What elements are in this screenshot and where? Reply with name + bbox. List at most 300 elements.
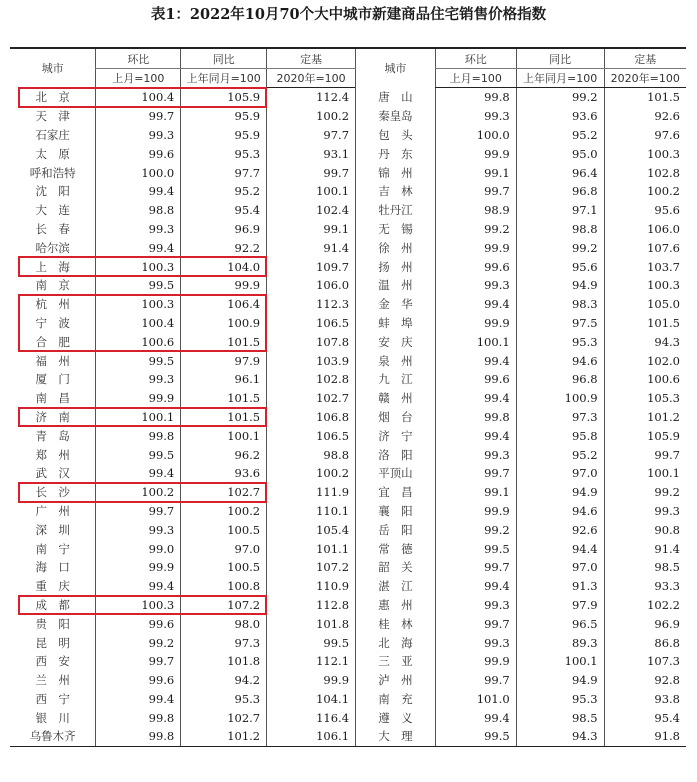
city-cell: 泸 州 <box>356 671 436 690</box>
mom-cell: 99.0 <box>96 539 181 558</box>
city-cell: 安 庆 <box>356 332 436 351</box>
city-cell: 蚌 埠 <box>356 314 436 333</box>
fixed-cell: 106.5 <box>267 314 356 333</box>
mom-cell: 99.8 <box>435 88 516 107</box>
fixed-cell: 104.1 <box>267 690 356 709</box>
mom-cell: 99.6 <box>96 614 181 633</box>
yoy-cell: 102.7 <box>181 708 267 727</box>
header-mom-base-right: 上月=100 <box>435 69 516 88</box>
table-row <box>10 182 686 201</box>
table-row <box>10 539 686 558</box>
mom-cell: 99.6 <box>435 257 516 276</box>
mom-cell: 99.9 <box>96 389 181 408</box>
table-row <box>10 520 686 539</box>
mom-cell: 99.1 <box>435 163 516 182</box>
yoy-cell: 95.3 <box>181 144 267 163</box>
yoy-cell: 101.2 <box>181 727 267 746</box>
mom-cell: 100.3 <box>96 295 181 314</box>
city-cell: 无 锡 <box>356 220 436 239</box>
city-cell: 金 华 <box>356 295 436 314</box>
yoy-cell: 100.9 <box>516 389 604 408</box>
fixed-cell: 106.0 <box>267 276 356 295</box>
fixed-cell: 100.3 <box>604 144 686 163</box>
mom-cell: 99.7 <box>435 558 516 577</box>
yoy-cell: 89.3 <box>516 633 604 652</box>
city-cell: 包 头 <box>356 126 436 145</box>
fixed-cell: 103.9 <box>267 351 356 370</box>
header-city-left: 城市 <box>10 48 96 88</box>
city-cell: 丹 东 <box>356 144 436 163</box>
yoy-cell: 96.4 <box>516 163 604 182</box>
city-cell: 扬 州 <box>356 257 436 276</box>
yoy-cell: 96.1 <box>181 370 267 389</box>
yoy-cell: 101.5 <box>181 389 267 408</box>
mom-cell: 99.3 <box>96 520 181 539</box>
city-cell: 南 京 <box>35 278 70 293</box>
city-cell: 大 理 <box>356 727 436 746</box>
fixed-cell: 112.1 <box>267 652 356 671</box>
city-cell: 长 春 <box>35 221 70 236</box>
mom-cell: 99.6 <box>96 144 181 163</box>
table-row <box>10 126 686 145</box>
table-row <box>10 238 686 257</box>
yoy-cell: 95.3 <box>516 332 604 351</box>
city-cell: 洛 阳 <box>356 445 436 464</box>
city-cell: 南 宁 <box>35 541 70 556</box>
city-cell: 北 京 <box>35 90 70 105</box>
yoy-cell: 95.6 <box>516 257 604 276</box>
fixed-cell: 102.0 <box>604 351 686 370</box>
city-cell: 郑 州 <box>35 447 70 462</box>
yoy-cell: 97.5 <box>516 314 604 333</box>
fixed-cell: 97.6 <box>604 126 686 145</box>
yoy-cell: 93.6 <box>516 107 604 126</box>
table-row <box>10 727 686 746</box>
fixed-cell: 101.8 <box>267 614 356 633</box>
yoy-cell: 95.3 <box>181 690 267 709</box>
yoy-cell: 101.5 <box>181 332 267 351</box>
fixed-cell: 102.8 <box>267 370 356 389</box>
mom-cell: 99.4 <box>96 690 181 709</box>
table-row <box>10 144 686 163</box>
city-cell: 惠 州 <box>356 596 436 615</box>
fixed-cell: 91.8 <box>604 727 686 746</box>
mom-cell: 99.8 <box>96 426 181 445</box>
fixed-cell: 105.3 <box>604 389 686 408</box>
mom-cell: 100.4 <box>96 88 181 107</box>
city-cell: 兰 州 <box>35 673 70 688</box>
table-row <box>10 690 686 709</box>
mom-cell: 100.0 <box>96 163 181 182</box>
yoy-cell: 100.1 <box>516 652 604 671</box>
city-cell: 牡丹江 <box>356 201 436 220</box>
mom-cell: 99.6 <box>96 671 181 690</box>
mom-cell: 99.5 <box>96 445 181 464</box>
header-mom-right: 环比 <box>435 48 516 69</box>
city-cell: 九 江 <box>356 370 436 389</box>
yoy-cell: 94.6 <box>516 351 604 370</box>
mom-cell: 99.7 <box>435 671 516 690</box>
city-cell: 常 德 <box>356 539 436 558</box>
mom-cell: 99.3 <box>435 107 516 126</box>
fixed-cell: 99.7 <box>267 163 356 182</box>
city-cell: 赣 州 <box>356 389 436 408</box>
table-row <box>10 389 686 408</box>
table-row <box>10 671 686 690</box>
yoy-cell: 97.7 <box>181 163 267 182</box>
table-row <box>10 163 686 182</box>
city-cell: 沈 阳 <box>35 184 70 199</box>
mom-cell: 99.6 <box>435 370 516 389</box>
yoy-cell: 100.9 <box>181 314 267 333</box>
table-row <box>10 464 686 483</box>
yoy-cell: 98.0 <box>181 614 267 633</box>
city-cell: 襄 阳 <box>356 502 436 521</box>
mom-cell: 100.6 <box>96 332 181 351</box>
city-cell: 烟 台 <box>356 408 436 427</box>
mom-cell: 98.8 <box>96 201 181 220</box>
table-row <box>10 614 686 633</box>
fixed-cell: 100.1 <box>604 464 686 483</box>
city-cell: 武 汉 <box>35 466 70 481</box>
table-row <box>10 351 686 370</box>
mom-cell: 100.3 <box>96 257 181 276</box>
city-cell: 上 海 <box>35 259 70 274</box>
table-row <box>10 708 686 727</box>
fixed-cell: 112.8 <box>267 596 356 615</box>
fixed-cell: 91.4 <box>267 238 356 257</box>
mom-cell: 99.7 <box>435 614 516 633</box>
fixed-cell: 98.8 <box>267 445 356 464</box>
mom-cell: 99.4 <box>96 577 181 596</box>
city-cell: 海 口 <box>35 560 70 575</box>
header-fixed-right: 定基 <box>604 48 686 69</box>
city-cell: 哈尔滨 <box>35 240 70 255</box>
city-cell: 石家庄 <box>35 127 70 142</box>
fixed-cell: 101.5 <box>604 314 686 333</box>
yoy-cell: 96.8 <box>516 370 604 389</box>
table-row <box>10 426 686 445</box>
yoy-cell: 94.4 <box>516 539 604 558</box>
table-row <box>10 201 686 220</box>
yoy-cell: 98.8 <box>516 220 604 239</box>
fixed-cell: 91.4 <box>604 539 686 558</box>
yoy-cell: 96.5 <box>516 614 604 633</box>
header-yoy-base-right: 上年同月=100 <box>516 69 604 88</box>
header-mom-left: 环比 <box>96 48 181 69</box>
yoy-cell: 92.2 <box>181 238 267 257</box>
table-row <box>10 577 686 596</box>
yoy-cell: 100.5 <box>181 558 267 577</box>
city-cell: 昆 明 <box>35 635 70 650</box>
fixed-cell: 100.2 <box>267 107 356 126</box>
fixed-cell: 93.8 <box>604 690 686 709</box>
fixed-cell: 106.5 <box>267 426 356 445</box>
fixed-cell: 99.5 <box>267 633 356 652</box>
yoy-cell: 95.8 <box>516 426 604 445</box>
fixed-cell: 99.3 <box>604 502 686 521</box>
mom-cell: 99.5 <box>435 539 516 558</box>
fixed-cell: 99.2 <box>604 483 686 502</box>
table-row <box>10 332 686 351</box>
table-body <box>10 88 686 747</box>
fixed-cell: 106.1 <box>267 727 356 746</box>
yoy-cell: 97.0 <box>516 464 604 483</box>
fixed-cell: 100.2 <box>604 182 686 201</box>
fixed-cell: 103.7 <box>604 257 686 276</box>
city-cell: 西 宁 <box>35 691 70 706</box>
mom-cell: 99.2 <box>96 633 181 652</box>
fixed-cell: 105.9 <box>604 426 686 445</box>
fixed-cell: 105.4 <box>267 520 356 539</box>
mom-cell: 99.3 <box>96 220 181 239</box>
yoy-cell: 95.4 <box>181 201 267 220</box>
yoy-cell: 96.9 <box>181 220 267 239</box>
city-cell: 银 川 <box>35 710 70 725</box>
mom-cell: 99.9 <box>96 558 181 577</box>
mom-cell: 99.2 <box>435 520 516 539</box>
yoy-cell: 95.0 <box>516 144 604 163</box>
fixed-cell: 99.9 <box>267 671 356 690</box>
yoy-cell: 94.9 <box>516 276 604 295</box>
fixed-cell: 100.1 <box>267 182 356 201</box>
mom-cell: 99.7 <box>96 652 181 671</box>
mom-cell: 99.7 <box>96 502 181 521</box>
mom-cell: 99.7 <box>435 464 516 483</box>
fixed-cell: 100.2 <box>267 464 356 483</box>
mom-cell: 99.9 <box>435 502 516 521</box>
yoy-cell: 94.9 <box>516 671 604 690</box>
fixed-cell: 99.7 <box>604 445 686 464</box>
city-cell: 成 都 <box>35 597 70 612</box>
mom-cell: 99.8 <box>96 727 181 746</box>
yoy-cell: 93.6 <box>181 464 267 483</box>
mom-cell: 99.5 <box>435 727 516 746</box>
city-cell: 济 宁 <box>356 426 436 445</box>
header-yoy-right: 同比 <box>516 48 604 69</box>
mom-cell: 99.3 <box>96 370 181 389</box>
city-cell: 锦 州 <box>356 163 436 182</box>
city-cell: 桂 林 <box>356 614 436 633</box>
city-cell: 湛 江 <box>356 577 436 596</box>
fixed-cell: 107.2 <box>267 558 356 577</box>
mom-cell: 99.9 <box>435 144 516 163</box>
fixed-cell: 109.7 <box>267 257 356 276</box>
city-cell: 西 安 <box>35 654 70 669</box>
yoy-cell: 100.5 <box>181 520 267 539</box>
city-cell: 广 州 <box>35 503 70 518</box>
mom-cell: 100.1 <box>435 332 516 351</box>
mom-cell: 100.0 <box>435 126 516 145</box>
mom-cell: 99.3 <box>435 633 516 652</box>
mom-cell: 100.3 <box>96 596 181 615</box>
fixed-cell: 99.1 <box>267 220 356 239</box>
city-cell: 深 圳 <box>35 522 70 537</box>
city-cell: 大 连 <box>35 203 70 218</box>
yoy-cell: 94.6 <box>516 502 604 521</box>
table-row <box>10 483 686 502</box>
table-row <box>10 596 686 615</box>
yoy-cell: 104.0 <box>181 257 267 276</box>
table-row <box>10 370 686 389</box>
yoy-cell: 105.9 <box>181 88 267 107</box>
fixed-cell: 110.9 <box>267 577 356 596</box>
fixed-cell: 102.2 <box>604 596 686 615</box>
yoy-cell: 98.3 <box>516 295 604 314</box>
city-cell: 岳 阳 <box>356 520 436 539</box>
fixed-cell: 90.8 <box>604 520 686 539</box>
fixed-cell: 93.1 <box>267 144 356 163</box>
mom-cell: 99.2 <box>435 220 516 239</box>
yoy-cell: 94.9 <box>516 483 604 502</box>
mom-cell: 99.8 <box>435 408 516 427</box>
mom-cell: 99.4 <box>435 389 516 408</box>
yoy-cell: 96.2 <box>181 445 267 464</box>
mom-cell: 99.8 <box>96 708 181 727</box>
table-row <box>10 276 686 295</box>
yoy-cell: 94.2 <box>181 671 267 690</box>
city-cell: 南 昌 <box>35 391 70 406</box>
yoy-cell: 101.8 <box>181 652 267 671</box>
mom-cell: 99.5 <box>96 276 181 295</box>
city-cell: 平顶山 <box>356 464 436 483</box>
city-cell: 韶 关 <box>356 558 436 577</box>
table-row <box>10 107 686 126</box>
header-yoy-left: 同比 <box>181 48 267 69</box>
mom-cell: 99.4 <box>96 238 181 257</box>
fixed-cell: 100.3 <box>604 276 686 295</box>
mom-cell: 99.4 <box>435 295 516 314</box>
city-cell: 宁 波 <box>35 315 70 330</box>
city-cell: 青 岛 <box>35 428 70 443</box>
city-cell: 呼和浩特 <box>29 165 76 180</box>
table-row <box>10 314 686 333</box>
city-cell: 温 州 <box>356 276 436 295</box>
mom-cell: 99.4 <box>435 708 516 727</box>
fixed-cell: 95.6 <box>604 201 686 220</box>
yoy-cell: 107.2 <box>181 596 267 615</box>
mom-cell: 99.1 <box>435 483 516 502</box>
city-cell: 南 充 <box>356 690 436 709</box>
mom-cell: 100.4 <box>96 314 181 333</box>
mom-cell: 99.9 <box>435 314 516 333</box>
city-cell: 济 南 <box>35 409 70 424</box>
fixed-cell: 107.3 <box>604 652 686 671</box>
mom-cell: 99.7 <box>96 107 181 126</box>
yoy-cell: 97.3 <box>181 633 267 652</box>
table-row <box>10 558 686 577</box>
fixed-cell: 93.3 <box>604 577 686 596</box>
mom-cell: 99.9 <box>435 652 516 671</box>
yoy-cell: 100.1 <box>181 426 267 445</box>
yoy-cell: 95.2 <box>181 182 267 201</box>
city-cell: 长 沙 <box>35 485 70 500</box>
yoy-cell: 97.9 <box>516 596 604 615</box>
fixed-cell: 106.8 <box>267 408 356 427</box>
yoy-cell: 92.6 <box>516 520 604 539</box>
fixed-cell: 105.0 <box>604 295 686 314</box>
yoy-cell: 106.4 <box>181 295 267 314</box>
mom-cell: 100.1 <box>96 408 181 427</box>
city-cell: 乌鲁木齐 <box>10 727 96 746</box>
city-cell: 徐 州 <box>356 238 436 257</box>
fixed-cell: 102.4 <box>267 201 356 220</box>
city-cell: 唐 山 <box>356 88 436 107</box>
fixed-cell: 97.7 <box>267 126 356 145</box>
header-mom-base-left: 上月=100 <box>96 69 181 88</box>
table-title: 表1：2022年10月70个大中城市新建商品住宅销售价格指数 <box>150 6 547 23</box>
yoy-cell: 97.0 <box>516 558 604 577</box>
header-fixed-base-left: 2020年=100 <box>267 69 356 88</box>
fixed-cell: 94.3 <box>604 332 686 351</box>
city-cell: 重 庆 <box>35 579 70 594</box>
mom-cell: 99.4 <box>96 464 181 483</box>
mom-cell: 99.4 <box>435 426 516 445</box>
yoy-cell: 102.7 <box>181 483 267 502</box>
mom-cell: 98.9 <box>435 201 516 220</box>
city-cell: 吉 林 <box>356 182 436 201</box>
yoy-cell: 101.5 <box>181 408 267 427</box>
city-cell: 秦皇岛 <box>356 107 436 126</box>
table-row <box>10 652 686 671</box>
yoy-cell: 91.3 <box>516 577 604 596</box>
yoy-cell: 97.3 <box>516 408 604 427</box>
table-row <box>10 633 686 652</box>
yoy-cell: 98.5 <box>516 708 604 727</box>
table-row <box>10 502 686 521</box>
city-cell: 杭 州 <box>35 297 70 312</box>
yoy-cell: 96.8 <box>516 182 604 201</box>
mom-cell: 99.3 <box>435 445 516 464</box>
mom-cell: 99.5 <box>96 351 181 370</box>
yoy-cell: 100.8 <box>181 577 267 596</box>
price-index-table <box>10 47 686 747</box>
fixed-cell: 116.4 <box>267 708 356 727</box>
table-row <box>10 295 686 314</box>
fixed-cell: 86.8 <box>604 633 686 652</box>
fixed-cell: 102.8 <box>604 163 686 182</box>
fixed-cell: 98.5 <box>604 558 686 577</box>
fixed-cell: 100.6 <box>604 370 686 389</box>
city-cell: 天 津 <box>35 109 70 124</box>
fixed-cell: 112.3 <box>267 295 356 314</box>
city-cell: 贵 阳 <box>35 616 70 631</box>
mom-cell: 99.4 <box>435 577 516 596</box>
fixed-cell: 111.9 <box>267 483 356 502</box>
fixed-cell: 107.8 <box>267 332 356 351</box>
city-cell: 福 州 <box>35 353 70 368</box>
fixed-cell: 101.5 <box>604 88 686 107</box>
city-cell: 三 亚 <box>356 652 436 671</box>
table-row <box>10 257 686 276</box>
header-fixed-left: 定基 <box>267 48 356 69</box>
fixed-cell: 95.4 <box>604 708 686 727</box>
mom-cell: 101.0 <box>435 690 516 709</box>
fixed-cell: 101.2 <box>604 408 686 427</box>
yoy-cell: 95.2 <box>516 445 604 464</box>
yoy-cell: 97.1 <box>516 201 604 220</box>
city-cell: 遵 义 <box>356 708 436 727</box>
mom-cell: 99.3 <box>435 596 516 615</box>
yoy-cell: 94.3 <box>516 727 604 746</box>
yoy-cell: 100.2 <box>181 502 267 521</box>
yoy-cell: 95.3 <box>516 690 604 709</box>
city-cell: 太 原 <box>35 146 70 161</box>
table-row <box>10 88 686 107</box>
fixed-cell: 96.9 <box>604 614 686 633</box>
fixed-cell: 92.6 <box>604 107 686 126</box>
fixed-cell: 101.1 <box>267 539 356 558</box>
